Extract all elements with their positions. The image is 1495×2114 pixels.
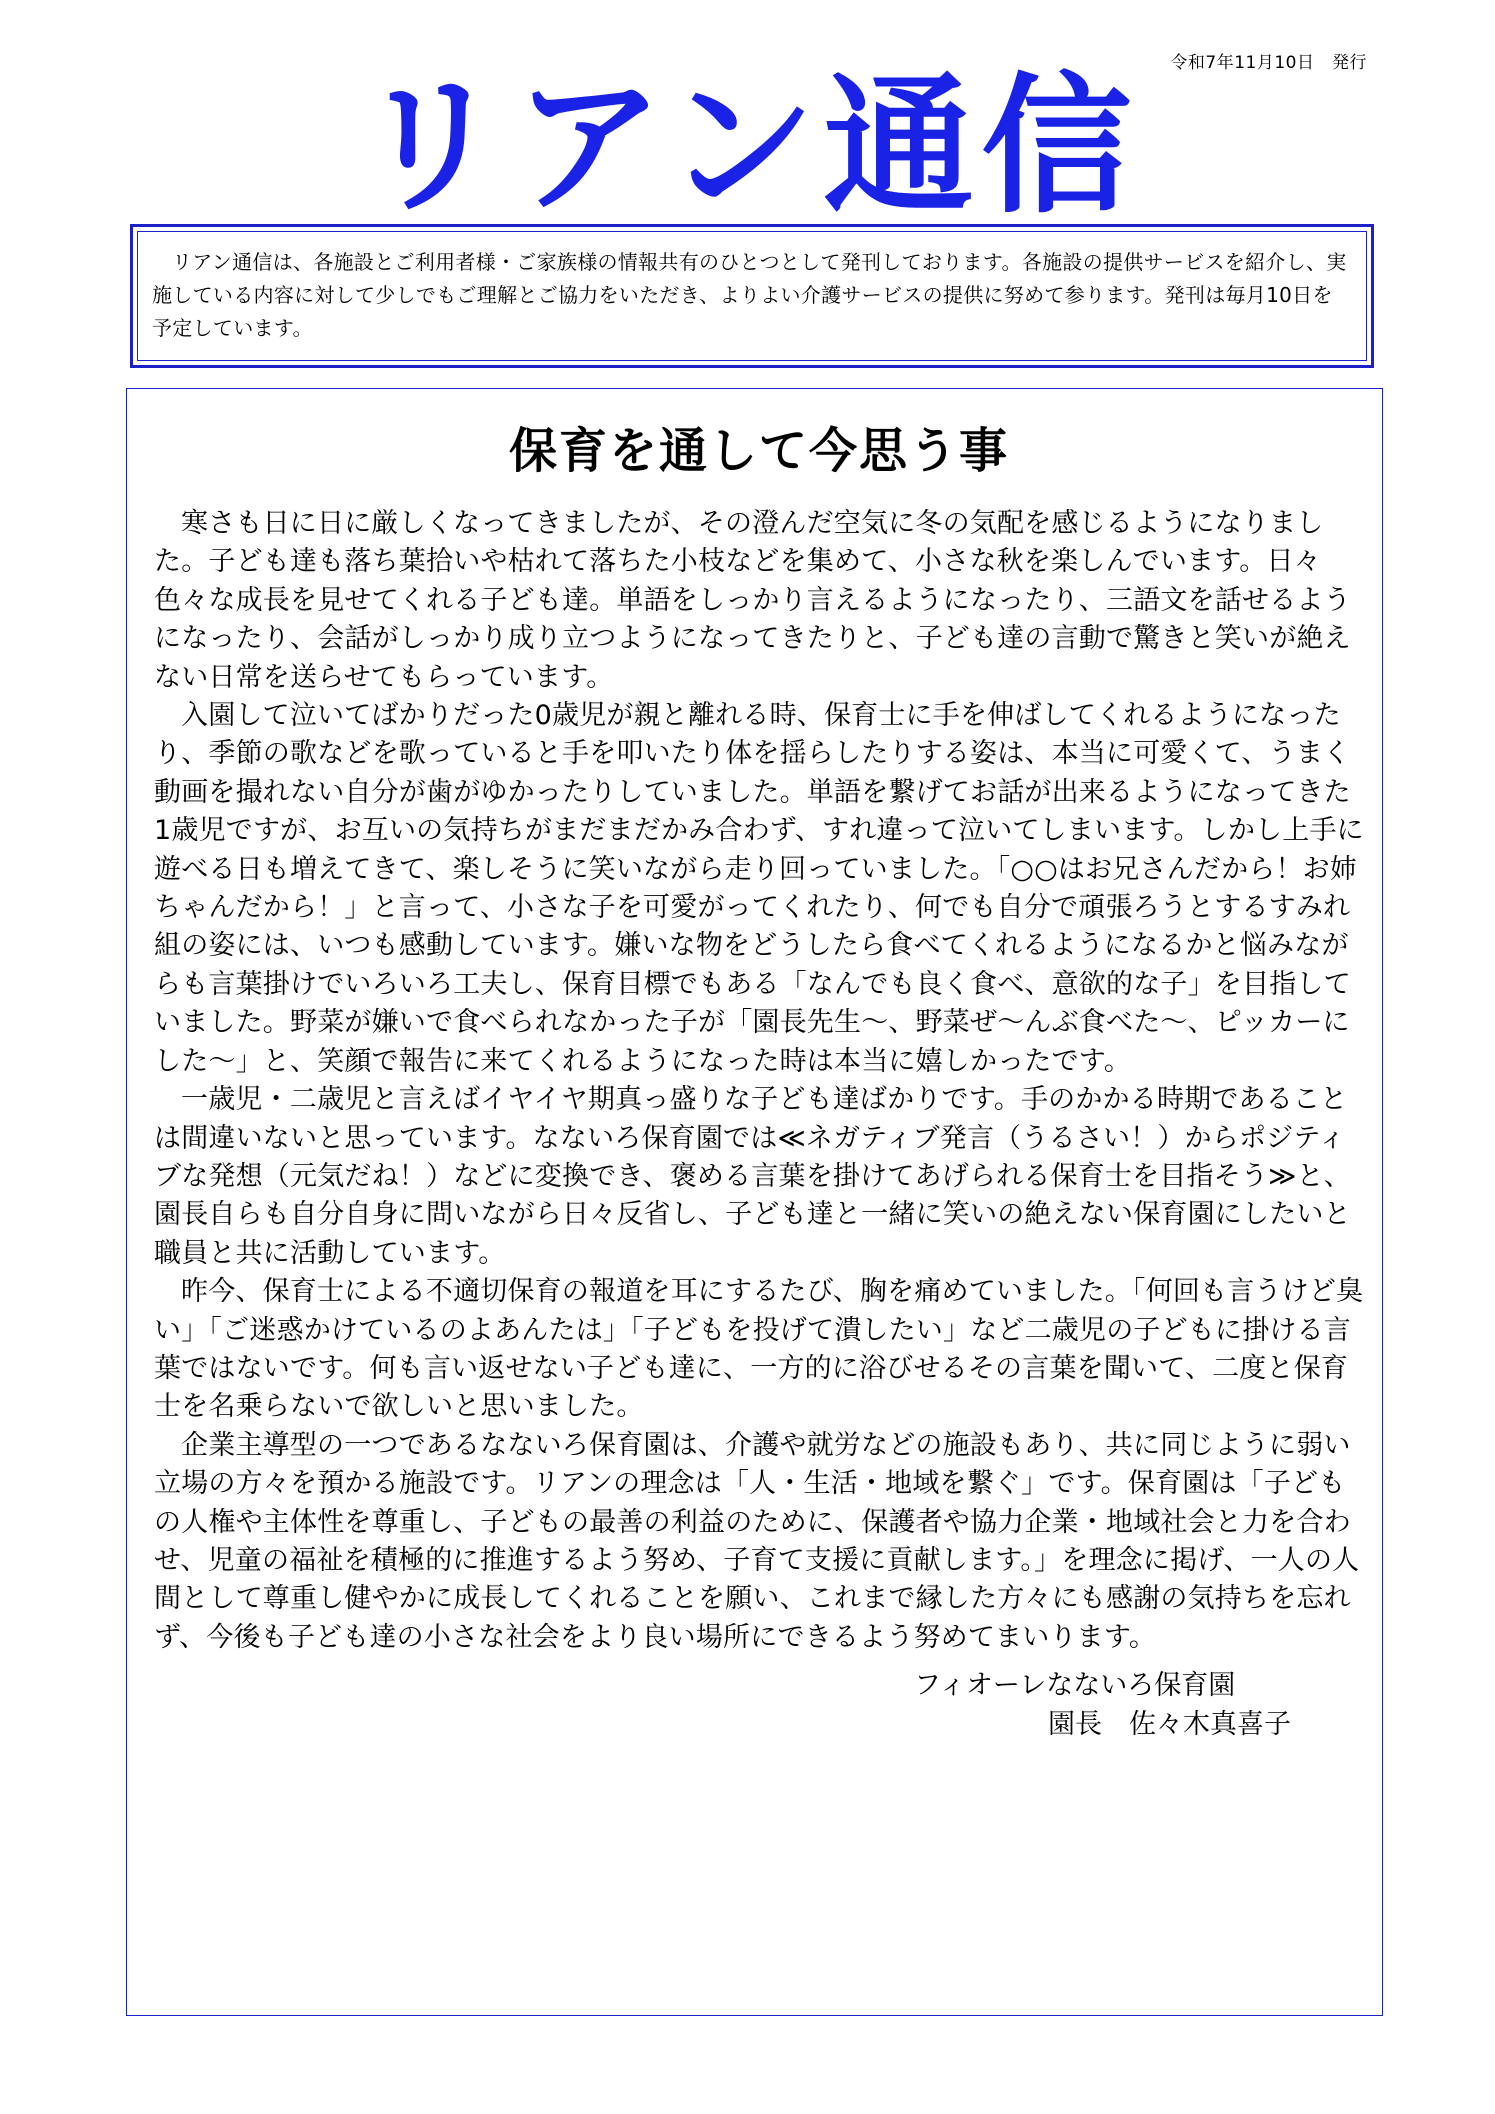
article-paragraph-4: 昨今、保育士による不適切保育の報道を耳にするたび、胸を痛めていました。「何回も言うけど臭い」「ご迷惑かけているのよあんたは」「子どもを投げて潰したい」など二歳児の子どもに掛ける言葉ではないです。何も言い返せない子ども達に、一方的に浴びせるその言葉を聞いて、二度と保育士を名乗らないで欲しいと思いました。 — [154, 1276, 1364, 1423]
article-paragraph-3: 一歳児・二歳児と言えばイヤイヤ期真っ盛りな子ども達ばかりです。手のかかる時期であることは間違いないと思っています。なないろ保育園では≪ネガティブ発言（うるさい！）からポジティブな発想（元気だね！）などに変換でき、褒める言葉を掛けてあげられる保育士を目指そう≫と、園長自らも自分自身に問いながら日々反省し、子ども達と一緒に笑いの絶えない保育園にしたいと職員と共に活動しています。 — [154, 1084, 1351, 1269]
signature-organization: フィオーレなないろ保育園 — [914, 1670, 1236, 1702]
article-box — [126, 388, 1383, 2016]
intro-box-inner — [137, 231, 1367, 361]
masthead-title: リアン通信 — [355, 60, 1140, 234]
article-paragraph-5: 企業主導型の一つであるなないろ保育園は、介護や就労などの施設もあり、共に同じように弱い立場の方々を預かる施設です。リアンの理念は「人・生活・地域を繋ぐ」です。保育園は「子どもの人権や主体性を尊重し、子どもの最善の利益のために、保護者や協力企業・地域社会と力を合わせ、児童の福祉を積極的に推進するよう努め、子育て支援に貢献します。」を理念に掲げ、一人の人間として尊重し健やかに成長してくれることを願い、これまで縁した方々にも感謝の気持ちを忘れず、今後も子ども達の小さな社会をより良い場所にできるよう努めてまいります。 — [154, 1429, 1360, 1653]
article-paragraph-1: 寒さも日に日に厳しくなってきましたが、その澄んだ空気に冬の気配を感じるようになりました。子ども達も落ち葉拾いや枯れて落ちた小枝などを集めて、小さな秋を楽しんでいます。日々色々な成長を見せてくれる子ども達。単語をしっかり言えるようになったり、三語文を話せるようになったり、会話がしっかり成り立つようになってきたりと、子ども達の言動で驚きと笑いが絶えない日常を送らせてもらっています。 — [154, 508, 1351, 693]
intro-box — [130, 224, 1374, 368]
intro-text: リアン通信は、各施設とご利用者様・ご家族様の情報共有のひとつとして発刊しております。各施設の提供サービスを紹介し、実施している内容に対して少しでもご理解とご協力をいただき、よりよい介護サービスの提供に努めて参ります。発刊は毎月10日を予定しています。 — [152, 250, 1347, 340]
article-title: 保育を通して今思う事 — [508, 423, 1009, 479]
issue-date: 令和7年11月10日 発行 — [1170, 53, 1367, 73]
article-paragraph-2: 入園して泣いてばかりだった0歳児が親と離れる時、保育士に手を伸ばしてくれるようになったり、季節の歌などを歌っていると手を叩いたり体を揺らしたりする姿は、本当に可愛くて、うまく動画を撮れない自分が歯がゆかったりしていました。単語を繋げてお話が出来るようになってきた1歳児ですが、お互いの気持ちがまだまだかみ合わず、すれ違って泣いてしまいます。しかし上手に遊べる日も増えてきて、楽しそうに笑いながら走り回っていました。「○○はお兄さんだから！お姉ちゃんだから！」と言って、小さな子を可愛がってくれたり、何でも自分で頑張ろうとするすみれ組の姿には、いつも感動しています。嫌いな物をどうしたら食べてくれるようになるかと悩みながらも言葉掛けでいろいろ工夫し、保育目標でもある「なんでも良く食べ、意欲的な子」を目指していました。野菜が嫌いで食べられなかった子が「園長先生～、野菜ぜ～んぶ食べた～、ピッカーにした～」と、笑顔で報告に来てくれるようになった時は本当に嬉しかったです。 — [154, 700, 1364, 1077]
signature-name: 園長 佐々木真喜子 — [1048, 1708, 1291, 1740]
signature — [154, 1667, 1364, 1744]
